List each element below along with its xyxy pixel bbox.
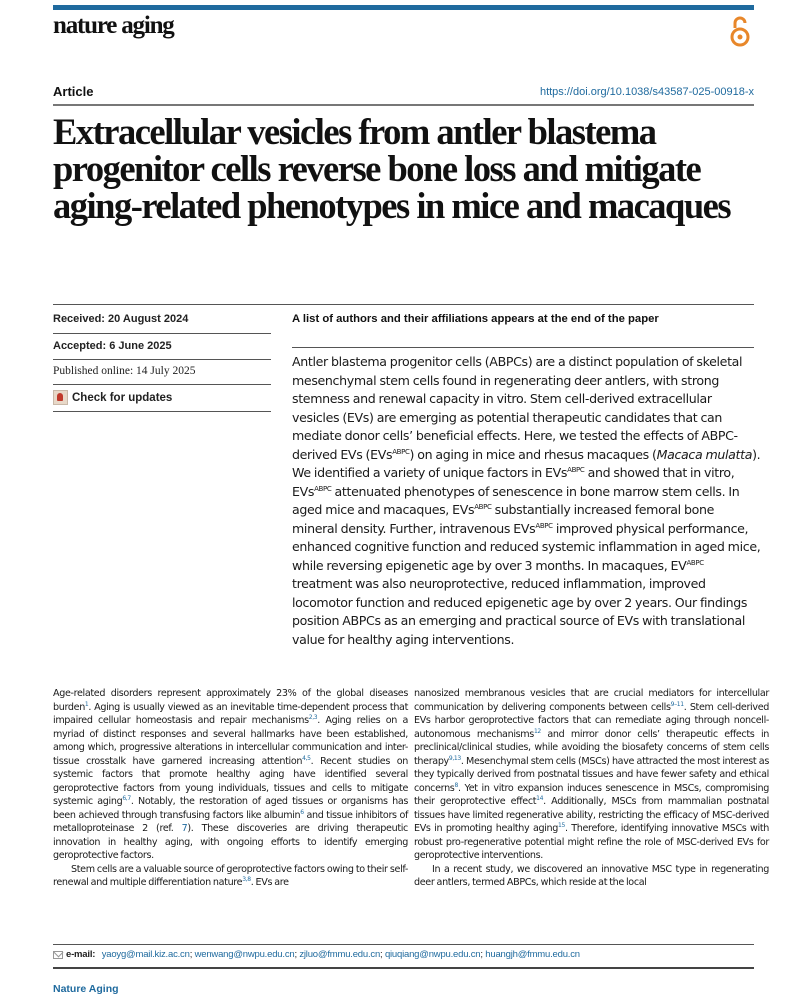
- citation[interactable]: 4,5: [302, 754, 311, 762]
- received-date: Received: 20 August 2024: [53, 313, 189, 325]
- body-column-right: [414, 687, 769, 890]
- header-divider: [53, 104, 754, 106]
- citation[interactable]: 8: [454, 781, 458, 789]
- footer-journal-name[interactable]: Nature Aging: [53, 983, 119, 995]
- citation[interactable]: 2,3: [308, 713, 318, 721]
- citation[interactable]: 6: [300, 808, 304, 816]
- correspondence-emails: [53, 949, 580, 960]
- meta-divider: [53, 359, 271, 360]
- meta-divider: [53, 411, 271, 412]
- meta-divider: [53, 384, 271, 385]
- species-name: Macaca mulatta: [656, 446, 753, 462]
- email-link[interactable]: qiuqiang@nwpu.edu.cn: [384, 949, 481, 960]
- article-title: Extracellular vesicles from antler blastema progenitor cells reverse bone loss and mitigate aging-related phenotypes in mice and macaques: [53, 111, 731, 226]
- citation[interactable]: 9,13: [448, 754, 461, 762]
- email-separator: ;: [480, 949, 486, 960]
- citation[interactable]: 12: [533, 727, 541, 735]
- citation[interactable]: 1: [84, 700, 89, 708]
- top-brand-rule: [53, 5, 754, 10]
- email-label: e-mail:: [66, 949, 96, 960]
- email-link[interactable]: huangjh@fmmu.edu.cn: [485, 949, 580, 960]
- email-separator: ;: [380, 949, 385, 960]
- journal-logo[interactable]: nature aging: [53, 12, 174, 39]
- citation[interactable]: 14: [536, 794, 544, 802]
- intro-paragraph: nanosized membranous vesicles that are crucial mediators for intercellular communication by delivering components between cells$^{9-11}$. Stem cell-derived EVs harbor geroprotective factors that can remediate aging through noncell-autonomous mechanisms$^{12}$ and mirror donor cells’ therapeutic effects in preclinical/clinical studies, while avoiding the biosafety concerns of stem cells therapy$^{9,13}$. Mesenchymal stem cells (MSCs) have attracted the most interest as they typically derived from postnatal tissues and have fewer safety and ethical concerns$^8$. Yet in vitro expansion induces senescence in MSCs, compromising their geroprotective effect$^{14}$. Additionally, MSCs from mammalian postnatal tissues have limited regenerative ability, restricting the efficacy of MSC-derived EVs in promoting healthy aging$^{15}$. Therefore, identifying innovative MSCs with robust pro-regenerative potential might refine the role of MSC-derived EVs for geroprotective interventions.: [414, 688, 769, 861]
- email-list: [102, 949, 580, 960]
- abstract-divider: [292, 347, 754, 348]
- email-link[interactable]: wenwang@nwpu.edu.cn: [194, 949, 295, 960]
- email-link[interactable]: zjluo@fmmu.edu.cn: [299, 949, 381, 960]
- published-date: Published online: 14 July 2025: [53, 365, 196, 377]
- abstract: Antler blastema progenitor cells (ABPCs) are a distinct population of skeletal mesenchymal stem cells found in regenerating deer antlers, with strong stemness and renewal capacity in vitro. Stem cell-derived extracellular vesicles (EVs) are emerging as potential therapeutic candidates that can mediate donor cells’ beneficial effects. Here, we tested the effects of ABPC-derived EVs (EVs$^{ABPC}$) on aging in mice and rhesus macaques (Macaca mulatta). We identified a variety of unique factors in EVs$^{ABPC}$ and showed that in vitro, EVs$^{ABPC}$ attenuated phenotypes of senescence in bone marrow stem cells. In aged mice and macaques, EVs$^{ABPC}$ substantially increased femoral bone mineral density. Further, intravenous EVs$^{ABPC}$ improved physical performance, enhanced cognitive function and reduced systemic inflammation in aged mice, while reversing epigenetic age by over 3 months. In macaques, $EV^{ABPC}$ treatment was also neuroprotective, reduced inflammation, improved locomotor function and reduced epigenetic age by over 2 years. Our findings position ABPCs as an emerging and practical source of EVs with translational value for healthy aging interventions.: [292, 354, 761, 647]
- authors-affiliations-note: A list of authors and their affiliations appears at the end of the paper: [292, 313, 659, 325]
- check-for-updates-button[interactable]: [53, 390, 172, 405]
- footnote-divider: [53, 944, 754, 945]
- intro-paragraph: Age-related disorders represent approximately 23% of the global diseases burden$^1$. Aging is usually viewed as an inevitable time-dependent process that impaired cellular homeostasis and repair mechanisms$^{2,3}$. Aging relies on a myriad of distinct responses and several hallmarks have been established, among which, progressive alterations in intercellular communication and inter-tissue crosstalk have garnered increasing attention$^{4,5}$. Recent studies on systemic factors that promote healthy aging have identified several geroprotective factors from young individuals, tissues and cells to mitigate systemic aging$^{6,7}$. Notably, the restoration of aged tissues or organisms has been achieved through transfusing factors like albumin$^6$ and tissue inhibitors of metalloproteinase 2 (ref. 7). These discoveries are driving therapeutic innovation in healthy aging, with ongoing efforts to identify emerging geroprotective factors.: [53, 688, 408, 861]
- email-separator: ;: [294, 949, 300, 960]
- intro-paragraph: In a recent study, we discovered an innovative MSC type in regenerating deer antlers, termed ABPCs, which reside at the local: [414, 863, 769, 888]
- open-access-lock-icon: [729, 14, 751, 48]
- crossmark-icon: [53, 390, 68, 405]
- citation[interactable]: 3,8: [242, 875, 251, 883]
- citation[interactable]: 15: [558, 821, 565, 829]
- title-divider: [53, 304, 754, 305]
- email-separator: ;: [189, 949, 195, 960]
- mail-icon: [53, 951, 63, 959]
- doi-link[interactable]: https://doi.org/10.1038/s43587-025-00918-x: [539, 86, 754, 98]
- body-column-left: [53, 687, 408, 890]
- check-for-updates-label: Check for updates: [72, 391, 173, 404]
- footer-divider: [53, 967, 754, 969]
- article-type-label: Article: [53, 84, 94, 99]
- email-link[interactable]: yaoyg@mail.kiz.ac.cn: [101, 949, 190, 960]
- intro-paragraph: Stem cells are a valuable source of geroprotective factors owing to their self-renewal and multiple differentiation nature$^{3,8}$. EVs are: [53, 863, 408, 888]
- citation[interactable]: 7: [181, 823, 188, 834]
- citation[interactable]: 9–11: [670, 700, 684, 708]
- accepted-date: Accepted: 6 June 2025: [53, 340, 172, 352]
- meta-divider: [53, 333, 271, 334]
- citation[interactable]: 6,7: [122, 794, 131, 802]
